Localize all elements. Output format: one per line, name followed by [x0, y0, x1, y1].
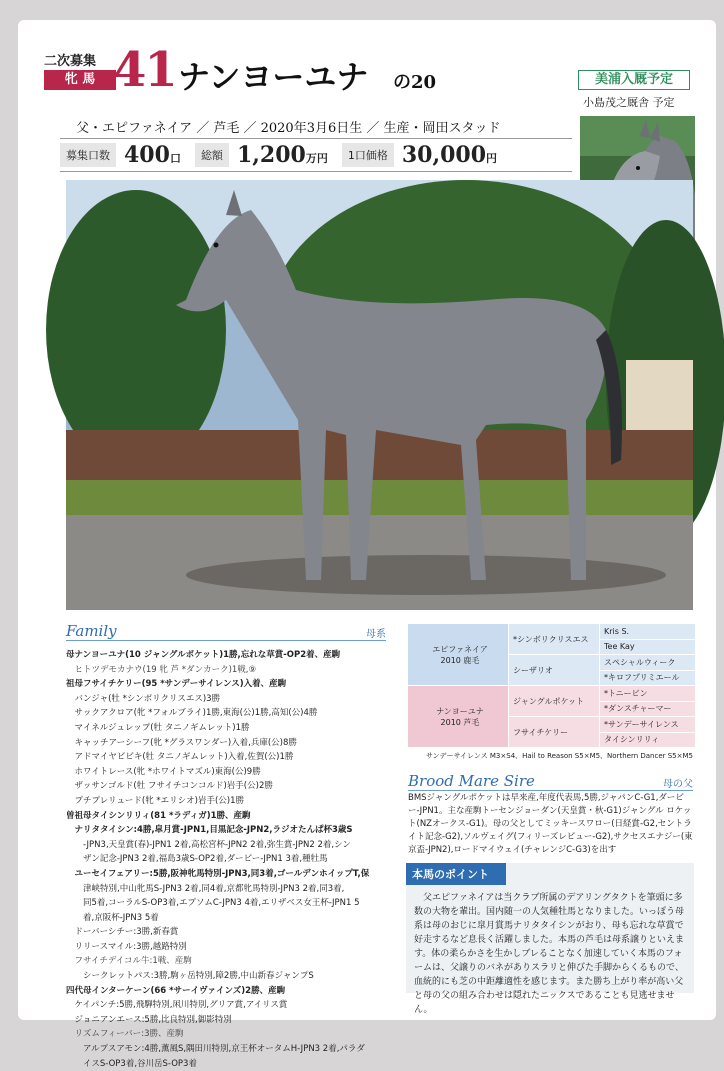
- horse-main-photo: [66, 180, 693, 610]
- catalog-page: [18, 20, 716, 1069]
- ped-gd-4: タイシンリリィ: [600, 733, 695, 748]
- family-line: ユーセイフェアリー:5勝,阪神牝馬特別-JPN3,同3着,ゴールデンホイップT,保: [66, 868, 370, 879]
- family-line: アドマイヤビビキ(牡 タニノギムレット)入着,佐賀(公)1勝: [66, 752, 294, 763]
- ped-gd-2: *ダンスチャーマー: [600, 702, 695, 717]
- total-value: 1,200万円: [236, 142, 328, 168]
- family-list: [66, 648, 386, 1071]
- ped-sire-dam: シーザリオ: [509, 655, 599, 685]
- family-section-header: [66, 622, 386, 641]
- sex-badge: 牝 馬: [44, 70, 116, 90]
- family-line: 着,京阪杯-JPN3 5着: [66, 912, 159, 923]
- family-line: 同5着,コーラルS-OP3着,エプソムC-JPN3 4着,エリザベス女王杯-JPN1 5: [66, 898, 360, 909]
- inbreeding-footnote: サンデーサイレンス M3×S4、Hail to Reason S5×M5、Northern Dancer S5×M5: [425, 752, 693, 760]
- family-line: バンジャ(牡 *シンボリクリスエス)3勝: [66, 693, 221, 704]
- ped-dam-sire: ジャングルポケット: [509, 686, 599, 716]
- family-line: ザン記念-JPN3 2着,福島3歳S-OP2着,ダービー-JPN1 3着,種牡馬: [66, 854, 328, 865]
- family-line: リズムフィーバー:3勝、産駒: [66, 1029, 184, 1040]
- pedigree-line: 父・エピファネイア ／ 芦毛 ／ 2020年3月6日生 ／ 生産・岡田スタッド: [76, 121, 501, 136]
- family-line: ナリタタイシン:4勝,皐月賞-JPN1,目黒記念-JPN2,ラジオたんぱ杯3歳S: [66, 825, 353, 836]
- family-line: ドーバーシチー:3勝,新春賞: [66, 927, 179, 938]
- stable-trainer: 小島茂之厩舎 予定: [583, 96, 675, 109]
- family-line: アルプスアモン:4勝,薫風S,隅田川特別,京王杯オータムH-JPN3 2着,パラダ: [66, 1044, 365, 1055]
- bms-title: Brood Mare Sire: [408, 772, 535, 790]
- family-line: ヒトツデモカナウ(19 牝 芦 *ダンカーク)1戦,⑨: [66, 664, 257, 675]
- ped-sire-sire: *シンボリクリスエス: [509, 624, 599, 654]
- ped-sire: エピファネイア 2010 鹿毛: [408, 624, 508, 685]
- unit-price-value: 30,000円: [401, 142, 498, 168]
- ped-gs-1: Kris S.: [600, 624, 695, 639]
- family-line: 祖母フサイチケリー(95 *サンデーサイレンス)入着、産駒: [66, 679, 287, 690]
- ped-gs-4: *キロフプリミエール: [600, 671, 695, 686]
- family-line: リリースマイル:3勝,越路特別: [66, 941, 187, 952]
- family-line: -JPN3,天皇賞(春)-JPN1 2着,高松宮杯-JPN2 2着,弥生賞-JPN2 2着,シン: [66, 839, 351, 850]
- family-title: Family: [66, 622, 117, 640]
- horse-name: ナンヨーユナ: [178, 58, 369, 96]
- bms-text: BMSジャングルポケットは早来産,年度代表馬,5勝,ジャパンC-G1,ダービー-JPN1。主な産駒トーセンジョーダン(天皇賞・秋-G1)ジャングル ロケット(NZオークス-G1)。母の父としてミッキースワロー(日経賞-G2,セントライト記念-G2),ソルヴェイグ(フィリーズレビュー-G2),サクセスエナジー(東京盃-JPN2),ロードマイウェイ(チャレンジC-G3)を出す: [408, 793, 693, 855]
- family-line: ケイパンチ:5勝,飛騨特別,凩川特別,グリア賞,アイリス賞: [66, 1000, 288, 1011]
- count-label: 募集口数: [60, 143, 116, 167]
- family-line: ジョニアンエース:5勝,比良特別,御影特別: [66, 1014, 232, 1025]
- family-line: 母ナンヨーユナ(10 ジャングルポケット)1勝,忘れな草賞-OP2着、産駒: [66, 650, 341, 660]
- ped-gd-3: *サンデーサイレンス: [600, 717, 695, 732]
- pedigree-table: [408, 624, 693, 761]
- point-title: 本馬のポイント: [406, 863, 506, 885]
- family-line: 四代母インターケーン(66 *サーイヴァインズ)2勝、産駒: [66, 985, 286, 996]
- bms-section-header: [408, 772, 693, 791]
- family-side-label: 母系: [366, 629, 386, 640]
- horse-name-suffix: の20: [393, 72, 437, 93]
- family-line: ザッサンゴルド(牡 フサイチコンコルド)岩手(公)2勝: [66, 781, 273, 792]
- bms-side-label: 母の父: [663, 779, 693, 790]
- ped-dam: ナンヨーユナ 2010 芦毛: [408, 686, 508, 747]
- point-text: 父エピファネイアは当クラブ所属のデアリングタクトを筆頭に多数の大物を輩出。国内随一の人気種牡馬となりました。いっぽう母系は母のおじに皐月賞馬ナリタタイシンがおり、母も忘れな草賞で好走するなど息長く活躍しました。本馬の芦毛は母系譲りといえます。体の柔らかさを生かしブレることなく加速していく本馬のフォームは、父譲りのバネがありスラリと伸びた手脚からくるもので、血統的にも芝の中距離適性を感じます。また勝ち上がり率が高い父と母の父の組み合わせは隠れたニックスであることも見逃せません。: [414, 893, 685, 1015]
- family-line: ホワイトレース(牝 *ホワイトマズル)東海(公)9勝: [66, 766, 261, 777]
- family-line: 津峡特別,中山牝馬S-JPN3 2着,同4着,京都牝馬特別-JPN3 2着,同3着,: [66, 883, 345, 894]
- family-line: マイネルジュレップ(牡 タニノギムレット)1勝: [66, 722, 250, 733]
- ped-gs-2: Tee Kay: [600, 640, 695, 655]
- count-value: 400口: [124, 142, 181, 168]
- family-line: キャッチアーシーフ(牝 *グラスワンダー)入着,兵庫(公)8勝: [66, 737, 297, 748]
- total-label: 総額: [195, 143, 229, 167]
- price-row: [60, 138, 572, 172]
- lot-number: 41: [113, 42, 176, 98]
- recruitment-tag: 二次募集: [44, 54, 97, 69]
- unit-price-label: 1口価格: [342, 143, 394, 167]
- family-line: サックアクロア(牝 *フォルブライ)1勝,東海(公)1勝,高知(公)4勝: [66, 708, 318, 719]
- family-line: フサイチデイコル牛:1戦、産駒: [66, 956, 192, 967]
- ped-gd-1: *トニービン: [600, 686, 695, 701]
- family-line: 曽祖母タイシンリリィ(81 *ラディガ)1勝、産駒: [66, 810, 251, 821]
- point-box: [406, 863, 694, 1015]
- ped-dam-dam: フサイチケリー: [509, 717, 599, 747]
- ped-gs-3: スペシャルウィーク: [600, 655, 695, 670]
- stable-badge: 美浦入厩予定: [578, 70, 690, 90]
- family-line: シークレットパス:3勝,駒ヶ岳特別,障2勝,中山新春ジャンプS: [66, 971, 314, 982]
- family-line: イスS-OP3着,谷川岳S-OP3着: [66, 1058, 197, 1069]
- family-line: プチプレリュード(牝 *エリシオ)岩手(公)1勝: [66, 795, 245, 806]
